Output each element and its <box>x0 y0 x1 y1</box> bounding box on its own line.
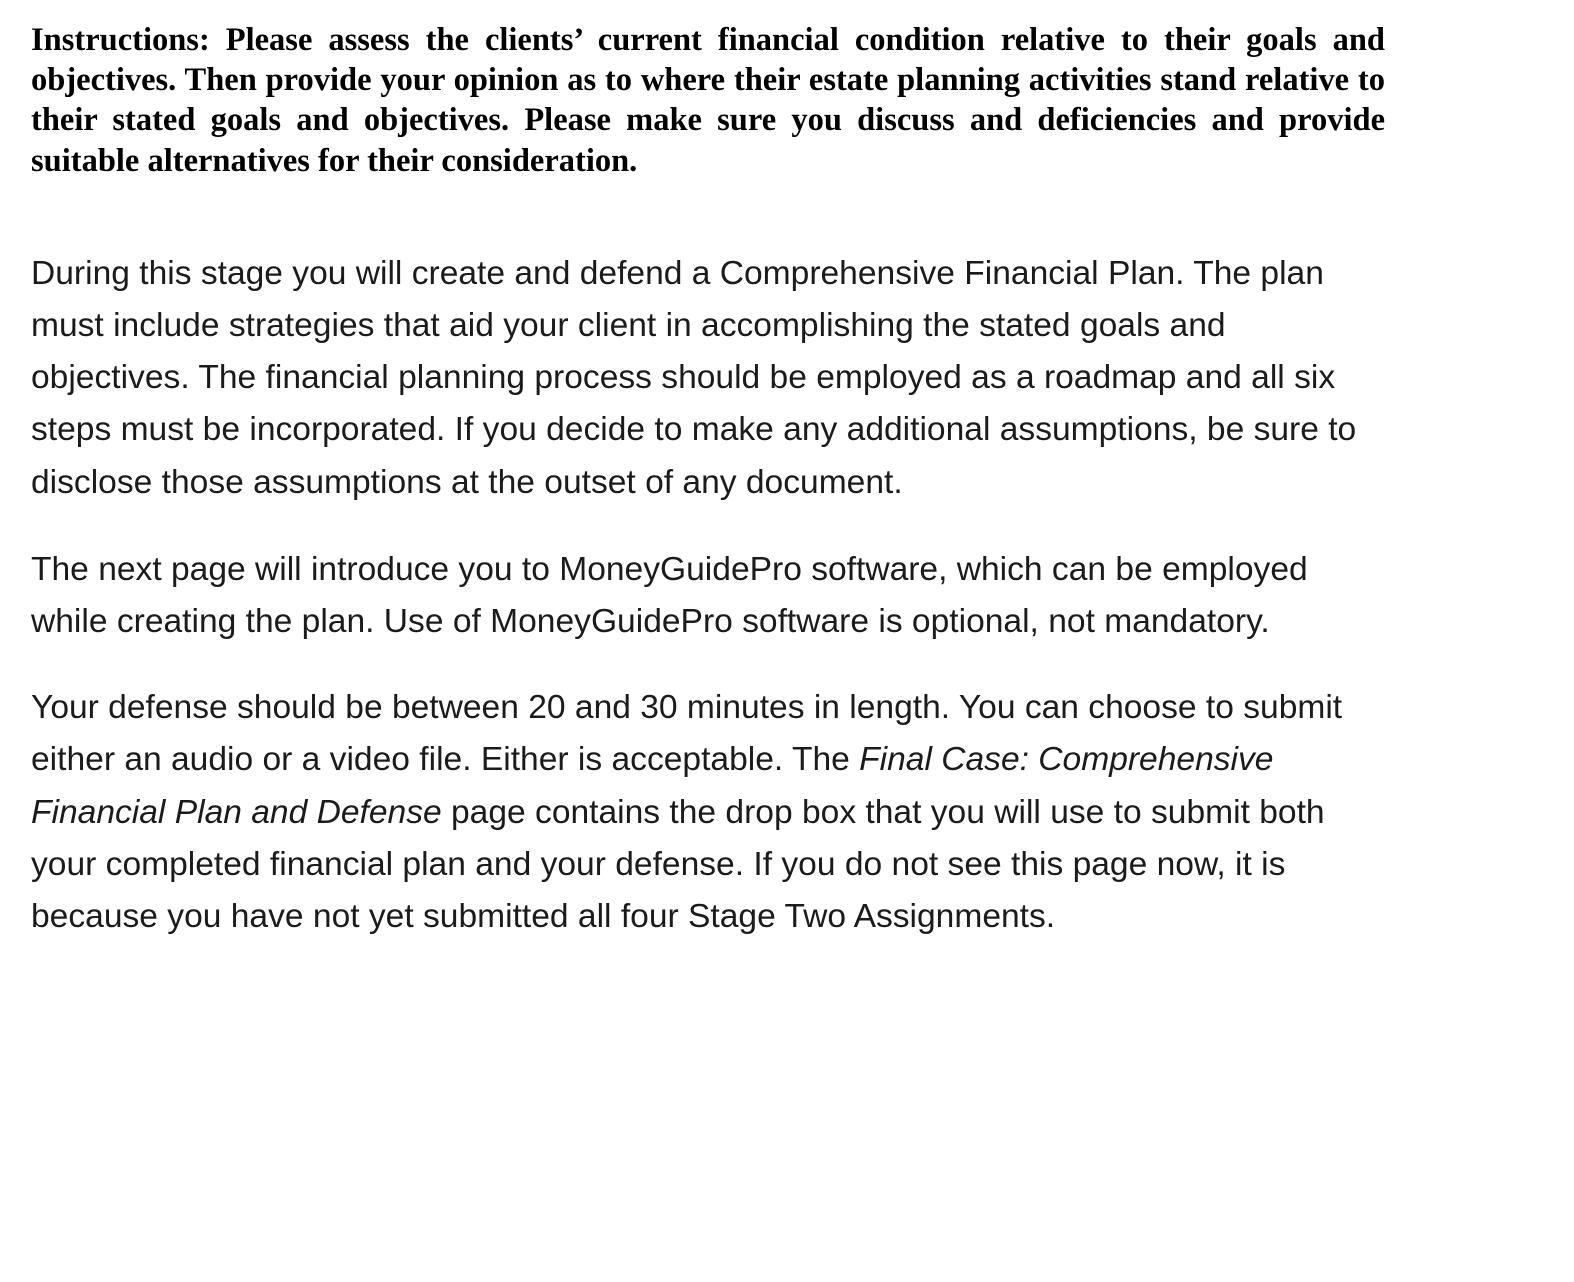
final-case-page-title: Final Case: Comprehensive Financial Plan and Defense <box>31 741 1274 831</box>
defense-paragraph <box>31 682 1385 943</box>
defense-text-after: page contains the drop box that you will use to submit both your completed financial plan and your defense. If you do not see this page now, it is because you have not yet submitted all four Stage Two Assignments. <box>31 793 1325 936</box>
defense-text-before: Your defense should be between 20 and 30 minutes in length. You can choose to submit either an audio or a video file. Either is acceptable. The <box>31 689 1343 779</box>
instructions-paragraph: Instructions: Please assess the clients’ current financial condition relative to their goals and objectives. Then provide your opinion as to where their estate planning activities stand relative to their stated goals and objectives. Please make sure you discuss and deficiencies and provide suitable alternatives for their consideration. <box>31 22 1385 179</box>
plan-description-paragraph: During this stage you will create and defend a Comprehensive Financial Plan. The plan must include strategies that aid your client in accomplishing the stated goals and objectives. The financial planning process should be employed as a roadmap and all six steps must be incorporated. If you decide to make any additional assumptions, be sure to disclose those assumptions at the outset of any document. <box>31 254 1357 501</box>
document-page <box>31 20 1385 943</box>
software-paragraph: The next page will introduce you to MoneyGuidePro software, which can be employed while creating the plan. Use of MoneyGuidePro software is optional, not mandatory. <box>31 550 1308 641</box>
